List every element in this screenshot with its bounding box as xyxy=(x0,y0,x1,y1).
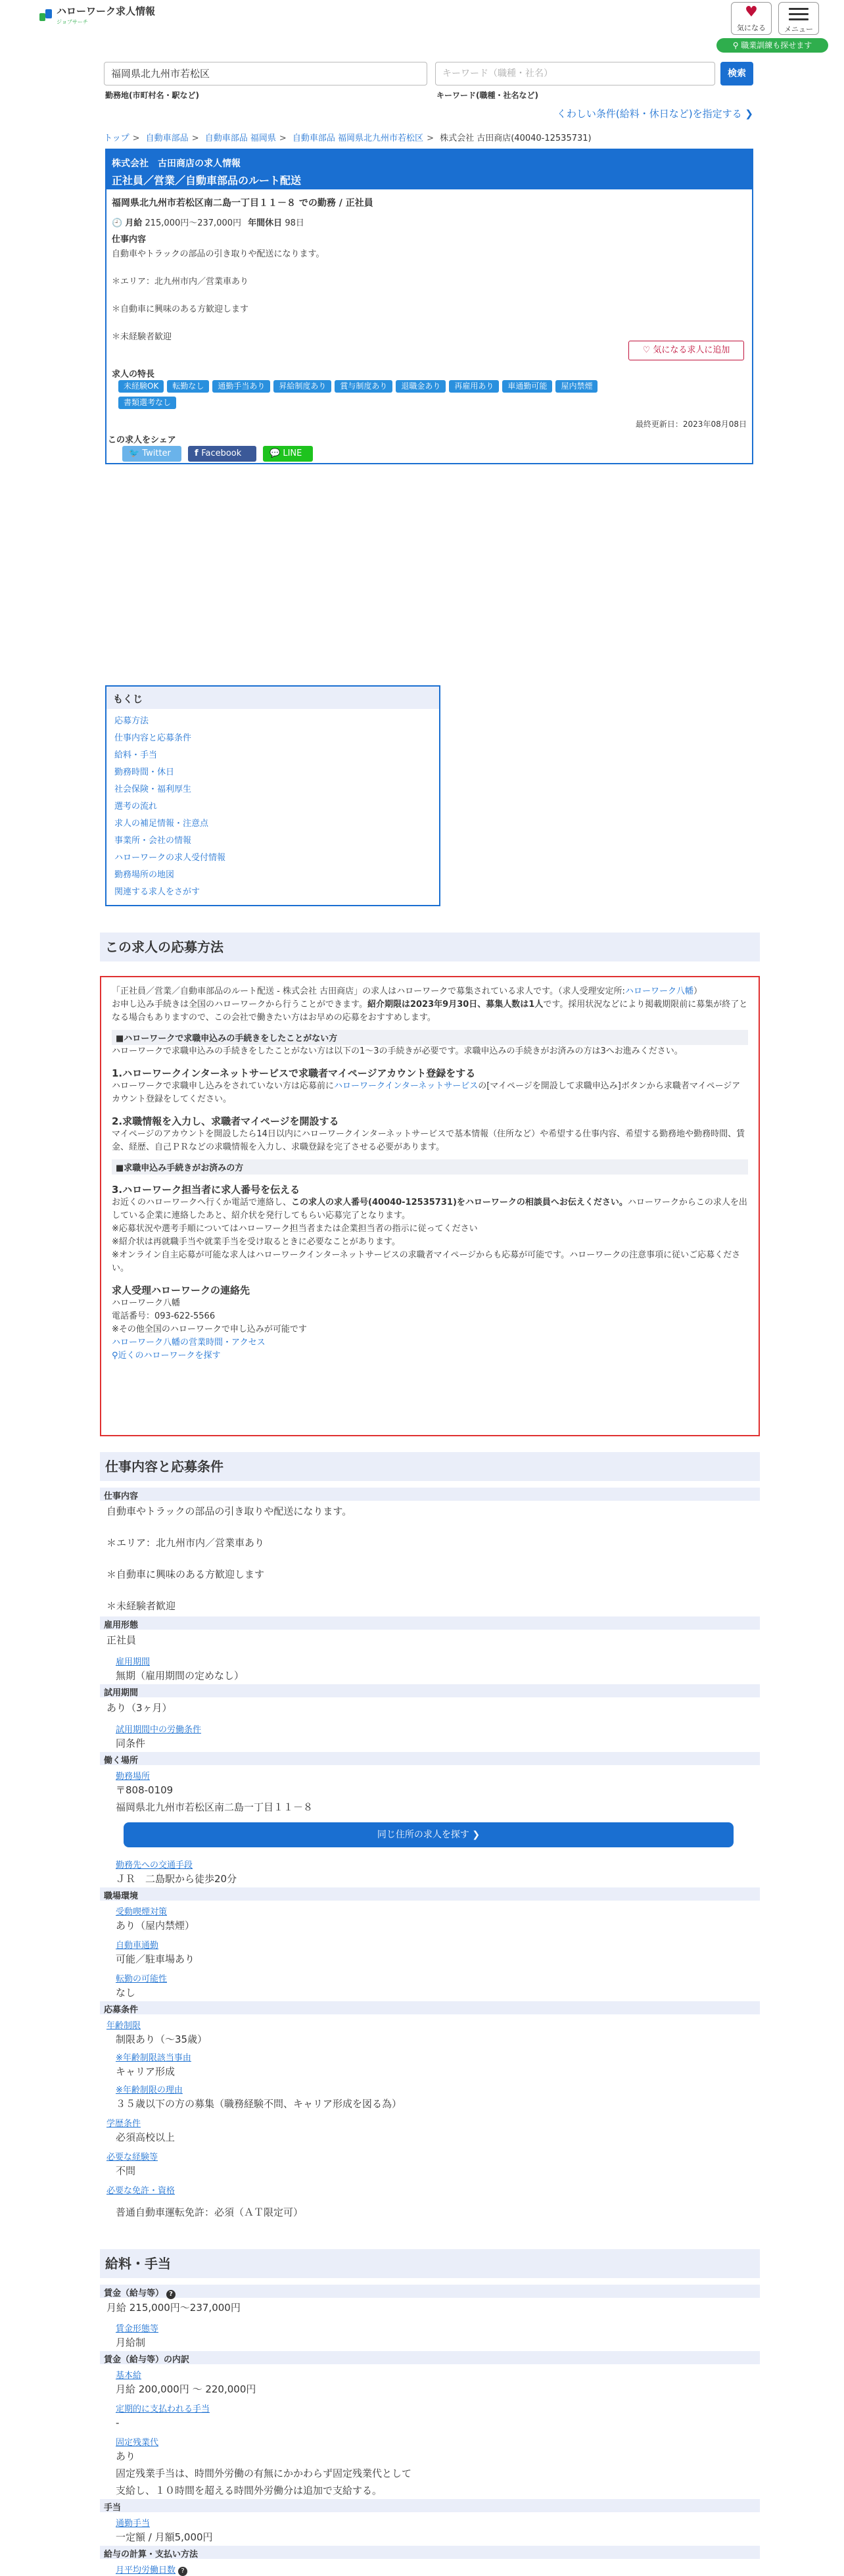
facebook-label: Facebook xyxy=(201,449,242,458)
apply-note: ※オンライン自主応募が可能な求人はハローワークインターネットサービスの求職者マイページからも応募が可能です。ハローワークの注意事項に従いご応募ください。 xyxy=(112,1250,741,1273)
field-label: 職場環境 xyxy=(100,1887,760,1901)
features-label: 求人の特長 xyxy=(112,370,155,379)
wage-label: 賃金（給与等） xyxy=(104,2289,164,2298)
feature-tag: 書類選考なし xyxy=(118,397,176,409)
step1-text: ハローワークで求職申し込みをされていない方は応募前に xyxy=(112,1081,335,1091)
apply-deadline: 紹介期限は2023年9月30日、募集人数は1人 xyxy=(367,1000,544,1009)
apply-intro-close: ） xyxy=(693,986,702,996)
feature-tag: 通勤手当あり xyxy=(212,380,270,393)
menu-label: メニュー xyxy=(784,25,813,34)
menu-button[interactable] xyxy=(778,2,819,35)
feature-tag: 車通勤可能 xyxy=(502,380,552,393)
contact-tel: 電話番号：093-622-5566 xyxy=(112,1311,216,1321)
near-office-link[interactable]: 近くのハローワークを探す xyxy=(118,1351,221,1361)
age-reason-value: キャリア形成 xyxy=(116,2066,176,2078)
trial-value: あり（3ヶ月） xyxy=(106,1702,172,1714)
apply-step3-title: 3.ハローワーク担当者に求人番号を伝える xyxy=(112,1184,300,1196)
share-label: この求人をシェア xyxy=(108,435,176,445)
salary-details xyxy=(100,2285,760,2576)
chevron-right-icon: ❯ xyxy=(472,1830,481,1840)
share-buttons xyxy=(122,446,319,462)
form-value: 月給制 xyxy=(116,2337,146,2348)
logo-subtitle: ジョブサーチ xyxy=(57,19,88,25)
field-label: 仕事内容 xyxy=(100,1488,760,1501)
job-title: 正社員／営業／自動車部品のルート配送 xyxy=(112,174,302,187)
sub-field-label[interactable]: 定期的に支払われる手当 xyxy=(116,2404,210,2414)
edu-value: 必須高校以上 xyxy=(116,2131,176,2143)
apply-sub-new: ■ハローワークで求職申込みの手続きをしたことがない方 xyxy=(112,1030,748,1045)
feature-tag: 未経験OK xyxy=(118,380,164,393)
contact-note: ※その他全国のハローワークで申し込みが可能です xyxy=(112,1324,307,1334)
breadcrumb-current: 株式会社 古田商店(40040-12535731) xyxy=(440,134,592,143)
field-label: 給与の計算・支払い方法 xyxy=(100,2546,760,2559)
toc-item[interactable]: 関連する求人をさがす xyxy=(114,887,200,897)
apply-office-link[interactable]: ハローワーク八幡 xyxy=(624,986,693,996)
share-line-button[interactable] xyxy=(263,446,313,462)
sub-field-label[interactable]: 学歴条件 xyxy=(106,2119,141,2129)
apply-note: ※紹介状は再就職手当や就業手当を受け取るときに必要なことがあります。 xyxy=(112,1237,400,1247)
feature-tags xyxy=(118,380,736,413)
facebook-icon: f xyxy=(195,449,202,458)
search-icon: ⚲ xyxy=(732,41,741,50)
breadcrumb-top[interactable]: トップ xyxy=(104,134,129,143)
calc-sub-label: 月平均労働日数 xyxy=(116,2565,176,2575)
step1-text2: の[マイページを開設して求職申込み]ボタンから求職者マイページアカウント登録をしてください。 xyxy=(112,1081,741,1104)
chevron-right-icon: ❯ xyxy=(745,108,753,120)
car-value: 可能／駐車場あり xyxy=(116,1953,195,1965)
toc-item[interactable]: 求人の補足情報・注意点 xyxy=(114,819,209,829)
help-icon[interactable]: ? xyxy=(166,2290,176,2299)
holiday-label: 年間休日 xyxy=(248,218,283,228)
toc-item[interactable]: 選考の流れ xyxy=(114,802,158,812)
step3-text2: ハローワークからこの求人を出している企業に連絡したあと、紹介状を発行してもらい応募完了となります。 xyxy=(112,1198,747,1221)
twitter-icon: 🐦 xyxy=(129,449,143,458)
toc-title: もくじ xyxy=(106,687,439,709)
trial-sub-value: 同条件 xyxy=(116,1738,146,1749)
sub-field-label[interactable]: 必要な免許・資格 xyxy=(106,2186,176,2196)
sub-field-label[interactable]: ※年齢制限の理由 xyxy=(116,2085,183,2095)
commute-value: 一定額 / 月額5,000円 xyxy=(116,2531,213,2543)
fixed-desc: 支給し、１０時間を超える時間外労働分は追加で支給する。 xyxy=(116,2485,383,2496)
logo-mark-icon xyxy=(38,8,54,22)
field-label xyxy=(100,2285,760,2298)
holiday-value: 98日 xyxy=(285,218,304,228)
clock-icon: 🕘 xyxy=(112,218,123,228)
field-label: 試用期間 xyxy=(100,1684,760,1697)
step3-text: お近くのハローワークへ行くか電話で連絡し、 xyxy=(112,1198,292,1207)
wage-value: 月給 215,000円〜237,000円 xyxy=(106,2302,241,2314)
field-label: 手当 xyxy=(100,2499,760,2512)
toc-item[interactable]: 事業所・会社の情報 xyxy=(114,836,192,846)
apply-box xyxy=(100,976,760,1436)
license-value: 普通自動車運転免許：必須（ＡＴ限定可） xyxy=(116,2206,304,2218)
sub-field-label[interactable]: 転勤の可能性 xyxy=(116,1974,168,1984)
sub-field-label[interactable]: 受動喫煙対策 xyxy=(116,1907,168,1917)
salary-value: 215,000円〜237,000円 xyxy=(145,218,242,228)
sub-field-label[interactable]: 年齢制限 xyxy=(106,2021,141,2031)
sub-field-label[interactable]: 雇用期間 xyxy=(116,1657,151,1667)
favorites-button[interactable] xyxy=(731,2,772,35)
toc-item[interactable]: 社会保険・福利厚生 xyxy=(114,785,192,794)
add-favorite-label: 気になる求人に追加 xyxy=(653,345,730,355)
breadcrumb-city[interactable]: 自動車部品 福岡県北九州市若松区 xyxy=(292,134,424,143)
contact-title: 求人受理ハローワークの連絡先 xyxy=(112,1284,250,1296)
apply-sub-registered: ■求職申込み手続きがお済みの方 xyxy=(112,1159,748,1175)
step3-bold: この求人の求人番号(40040-12535731)をハローワークの相談員へお伝えください。 xyxy=(291,1198,628,1207)
contact-name: ハローワーク八幡 xyxy=(112,1298,181,1308)
job-summary-card xyxy=(105,149,753,464)
regular-value: - xyxy=(116,2417,120,2429)
job-details xyxy=(100,1488,760,2221)
apply-intro-text3: です。採用状況などにより掲載期限前に募集が終了となる場合もありますので、この会社で働きたい方はお早めの応募をおすすめします。 xyxy=(112,1000,748,1023)
feature-tag: 転勤なし xyxy=(167,380,209,393)
sub-field-label[interactable]: 通勤手当 xyxy=(116,2519,151,2529)
apply-intro-text2: お申し込み手続きは全国のハローワークから行うことができます。 xyxy=(112,1000,367,1009)
toc-item[interactable]: 応募方法 xyxy=(114,716,149,726)
share-twitter-button[interactable] xyxy=(122,446,181,462)
add-favorite-button[interactable] xyxy=(628,341,744,360)
salary-line xyxy=(112,216,747,228)
base-value: 月給 200,000円 〜 220,000円 xyxy=(116,2383,256,2395)
breadcrumb-prefecture[interactable]: 自動車部品 福岡県 xyxy=(204,134,276,143)
sub-field-label[interactable]: 試用期間中の労働条件 xyxy=(116,1725,202,1735)
job-desc-label: 仕事内容 xyxy=(112,235,147,245)
field-label: 働く場所 xyxy=(100,1752,760,1765)
table-of-contents xyxy=(105,685,440,906)
favorites-label: 気になる xyxy=(737,24,766,32)
feature-tag: 再雇用あり xyxy=(449,380,499,393)
job-desc-value: 自動車やトラックの部品の引き取りや配送になります。 ＊エリア：北九州市内／営業車あり ＊自動車に興味のある方歓迎します ＊未経験者歓迎 xyxy=(106,1505,352,1612)
apply-step2-title: 2.求職情報を入力し、求職者マイページを開設する xyxy=(112,1115,339,1127)
keyword-input[interactable]: キーワード（職種・社名） xyxy=(435,62,715,85)
location-label: 勤務地(市町村名・駅など) xyxy=(105,91,199,100)
breadcrumb-category[interactable]: 自動車部品 xyxy=(145,134,189,143)
company-name: 株式会社 古田商店の求人情報 xyxy=(112,158,241,169)
keyword-label: キーワード(職種・社名など) xyxy=(436,91,538,100)
training-label: 職業訓練も探せます xyxy=(741,41,812,50)
fixed-desc: 固定残業手当は、時間外労働の有無にかかわらず固定残業代として xyxy=(116,2467,412,2479)
salary-label: 月給 xyxy=(125,218,143,228)
apply-step2-text: マイページのアカウントを開設したら14日以内にハローワークインターネットサービスで基本情報（住所など）や希望する仕事内容、希望する勤務地や勤務時間、賃金、経歴、自己ＰＲなどの求職情報を入力し、求職登録を完了させる必要があります。 xyxy=(112,1129,745,1152)
toc-item[interactable]: 勤務場所の地図 xyxy=(114,870,175,880)
place-address: 福岡県北九州市若松区南二島一丁目１１－８ xyxy=(116,1801,314,1813)
access-value: ＪＲ 二島駅から徒歩20分 xyxy=(116,1873,237,1885)
apply-intro xyxy=(112,985,748,1025)
transfer-value: なし xyxy=(116,1987,136,1999)
heart-outline-icon: ♡ xyxy=(642,345,653,355)
toc-item[interactable]: 仕事内容と応募条件 xyxy=(114,733,192,743)
share-facebook-button[interactable] xyxy=(188,446,256,462)
section-title-job: 仕事内容と応募条件 xyxy=(100,1452,760,1481)
feature-tag: 退職金あり xyxy=(396,380,446,393)
apply-note: ※応募状況や選考手順についてはハローワーク担当者または企業担当者の指示に従ってください xyxy=(112,1224,478,1234)
job-desc: 自動車やトラックの部品の引き取りや配送になります。 ＊エリア：北九州市内／営業車あり ＊自動車に興味のある方歓迎します ＊未経験者歓迎 xyxy=(112,249,325,342)
fixed-value: あり xyxy=(116,2450,136,2462)
location-input[interactable]: 福岡県北九州市若松区 xyxy=(104,62,427,85)
sub-field-label[interactable]: 自動車通勤 xyxy=(116,1941,159,1951)
sub-field-label[interactable]: 勤務場所 xyxy=(116,1772,151,1782)
feature-tag: 賞与制度あり xyxy=(335,380,392,393)
sub-field-label[interactable]: 賃金形態等 xyxy=(116,2324,159,2334)
twitter-label: Twitter xyxy=(142,449,171,458)
line-icon: 💬 xyxy=(270,449,283,458)
same-address-label: 同じ住所の求人を探す xyxy=(377,1830,469,1840)
site-header xyxy=(0,0,844,53)
logo-title: ハローワーク求人情報 xyxy=(57,5,156,17)
sub-field-label[interactable]: 基本給 xyxy=(116,2371,142,2381)
search-icon: ⚲ xyxy=(112,1351,118,1361)
training-search-button[interactable] xyxy=(716,38,828,53)
same-address-jobs-button[interactable] xyxy=(124,1822,734,1847)
office-access-link[interactable]: ハローワーク八幡の営業時間・アクセス xyxy=(112,1338,266,1348)
line-label: LINE xyxy=(283,449,302,458)
age-value: 制限あり（〜35歳） xyxy=(116,2033,208,2045)
site-logo[interactable] xyxy=(38,4,155,26)
toc-item[interactable]: 給料・手当 xyxy=(114,750,158,760)
sub-field-label[interactable]: 勤務先への交通手段 xyxy=(116,1860,193,1870)
hellowork-internet-link[interactable]: ハローワークインターネットサービス xyxy=(334,1081,479,1091)
breadcrumb: トップ > 自動車部品 > 自動車部品 福岡県 > 自動車部品 福岡県北九州市若松区 > 株式会社 古田商店(40040-12535731) xyxy=(104,134,592,143)
toc-item[interactable]: ハローワークの求人受付情報 xyxy=(114,853,226,863)
detailed-search-link[interactable] xyxy=(546,107,753,120)
apply-step1-text xyxy=(112,1080,748,1106)
section-title-salary: 給料・手当 xyxy=(100,2249,760,2278)
help-icon[interactable]: ? xyxy=(178,2567,187,2576)
exp-value: 不問 xyxy=(116,2165,136,2177)
place-zip: 〒808-0109 xyxy=(116,1784,174,1796)
sub-field-label[interactable] xyxy=(100,2559,760,2576)
apply-step3-text xyxy=(112,1196,748,1223)
apply-intro-text: 「正社員／営業／自動車部品のルート配送 - 株式会社 古田商店」の求人はハローワークで募集されている求人です。（求人受理安定所: xyxy=(112,986,625,996)
last-updated: 最終更新日：2023年08月08日 xyxy=(635,420,747,429)
feature-tag: 屋内禁煙 xyxy=(555,380,598,393)
sub-field-label[interactable]: 必要な経験等 xyxy=(106,2152,158,2162)
age-why-value: ３５歳以下の方の募集（職務経験不問、キャリア形成を図る為） xyxy=(116,2098,402,2110)
emp-value: 正社員 xyxy=(106,1634,137,1646)
feature-tag: 昇給制度あり xyxy=(273,380,331,393)
period-value: 無期（雇用期間の定めなし） xyxy=(116,1670,245,1682)
search-button[interactable]: 検索 xyxy=(720,62,753,85)
sub-field-label[interactable]: ※年齢制限該当事由 xyxy=(116,2053,191,2063)
smoke-value: あり（屋内禁煙） xyxy=(116,1920,195,1932)
sub-field-label[interactable]: 固定残業代 xyxy=(116,2438,159,2448)
field-label: 賃金（給与等）の内訳 xyxy=(100,2351,760,2364)
job-location: 福岡県北九州市若松区南二島一丁目１１－８ での勤務 / 正社員 xyxy=(112,198,373,208)
apply-sub-new-text: ハローワークで求職申込みの手続きをしたことがない方は以下の1〜3の手続きが必要です。求職申込みの手続きがお済みの方は3へお進みください。 xyxy=(112,1046,683,1056)
section-title-apply: この求人の応募方法 xyxy=(100,933,760,961)
detailed-search-label: くわしい条件(給料・休日など)を指定する xyxy=(556,108,742,120)
apply-step1-title: 1.ハローワークインターネットサービスで求職者マイページアカウント登録をする xyxy=(112,1067,476,1079)
heart-icon: ♥ xyxy=(745,4,758,20)
field-label: 雇用形態 xyxy=(100,1616,760,1630)
toc-item[interactable]: 勤務時間・休日 xyxy=(114,767,175,777)
field-label: 応募条件 xyxy=(100,2001,760,2014)
hamburger-icon xyxy=(789,8,809,20)
